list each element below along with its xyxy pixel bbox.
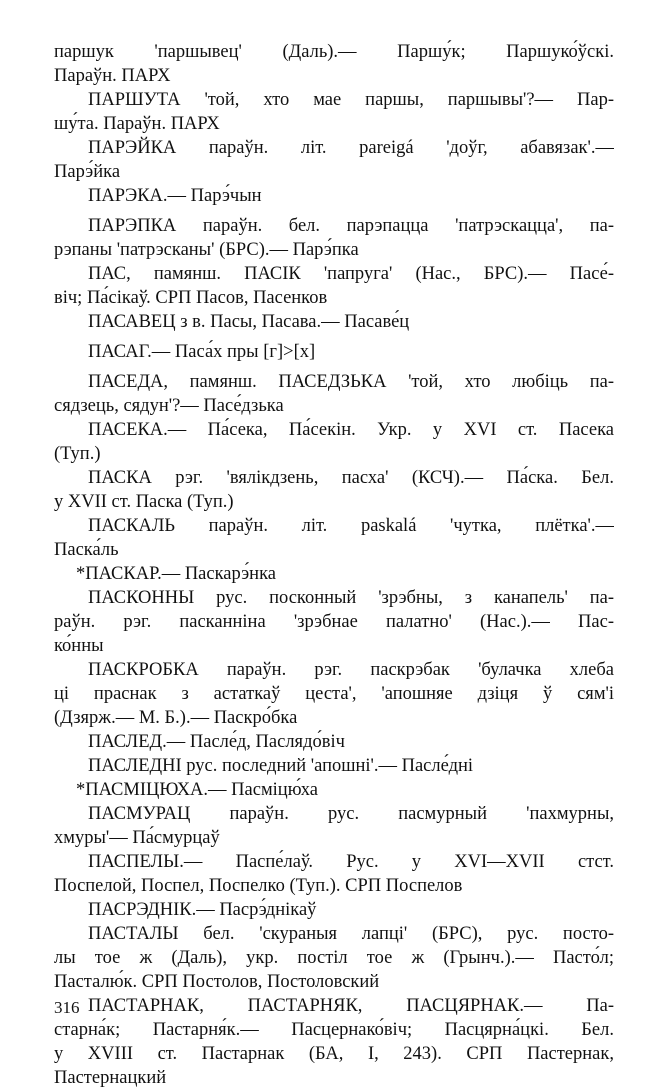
entry-line: ПАСАВЕЦ з в. Пасы, Пасава.— Пасаве́ц	[88, 312, 410, 332]
entry-line: ПАСЕКА.— Па́сека, Па́секін. Укр. у XVI ст. Пасека	[88, 420, 614, 440]
entry-line: Паска́ль	[54, 540, 119, 560]
entry-line: (Туп.)	[54, 444, 101, 464]
entry-line: ці праснак з астаткаў цеста', 'апошняе дзіця ў сям'і	[54, 684, 614, 704]
entry-line: ПАСКА рэг. 'вялікдзень, пасха' (КСЧ).— Па́ска. Бел.	[88, 468, 614, 488]
entry-line: ПАСПЕЛЫ.— Паспе́лаў. Рус. у XVI—XVII стст.	[88, 852, 614, 872]
entry-line: у XVIII ст. Пастарнак (БА, І, 243). СРП Пастернак,	[54, 1044, 614, 1064]
entry-line: Пастернацкий	[54, 1068, 167, 1088]
entry-line: паршук 'паршывец' (Даль).— Паршу́к; Паршуко́ўскі.	[54, 42, 614, 62]
entry-line: старна́к; Пастарня́к.— Пасцернако́віч; Пасцярна́цкі. Бел.	[54, 1020, 614, 1040]
entry-line: хмуры'— Па́смурцаў	[54, 828, 220, 848]
entry-line: ПАРЭПКА параўн. бел. парэпацца 'патрэскацца', па-	[88, 216, 614, 236]
entry-line: ко́нны	[54, 636, 104, 656]
entry-line: ПАСТАЛЫ бел. 'скураныя лапці' (БРС), рус. посто-	[88, 924, 614, 944]
entry-line: ПАРЭЙКА параўн. літ. pareigá 'доўг, абавязак'.—	[88, 138, 614, 158]
entry-line: віч; Па́сікаў. СРП Пасов, Пасенков	[54, 288, 328, 308]
dictionary-entries	[54, 40, 614, 1090]
entry-line: ПАС, памянш. ПАСІК 'папруга' (Нас., БРС).— Пасе́-	[88, 264, 614, 284]
entry-line: шу́та. Параўн. ПАРХ	[54, 114, 220, 134]
entry-line: ПАСТАРНАК, ПАСТАРНЯК, ПАСЦЯРНАК.— Па-	[88, 996, 614, 1016]
entry-line: *ПАСМІЦЮХА.— Пасміцю́ха	[76, 780, 319, 800]
entry-line: Пасталю́к. СРП Постолов, Постоловский	[54, 972, 380, 992]
entry-line: ПАРШУТА 'той, хто мае паршы, паршывы'?— Пар-	[88, 90, 614, 110]
entry-line: ПАРЭКА.— Парэ́чын	[88, 186, 262, 206]
entry-line: рэпаны 'патрэсканы' (БРС).— Парэ́пка	[54, 240, 359, 260]
entry-line: ПАСКАЛЬ параўн. літ. paskalá 'чутка, плётка'.—	[88, 516, 614, 536]
entry-line: Поспелой, Поспел, Поспелко (Туп.). СРП Поспелов	[54, 876, 463, 896]
entry-line: раўн. рэг. пасканніна 'зрэбнае палатно' (Нас.).— Пас-	[54, 612, 614, 632]
entry-line: ПАСЛЕДНІ рус. последний 'апошні'.— Пасле́дні	[88, 756, 474, 776]
entry-line: *ПАСКАР.— Паскарэ́нка	[76, 564, 276, 584]
entry-line: ПАСАГ.— Паса́х пры [г]>[х]	[88, 342, 316, 362]
entry-line: ПАСКРОБКА параўн. рэг. паскрэбак 'булачка хлеба	[88, 660, 614, 680]
entry-line: ПАСЕДА, памянш. ПАСЕДЗЬКА 'той, хто любіць па-	[88, 372, 614, 392]
entry-line: Параўн. ПАРХ	[54, 66, 171, 86]
entry-line: Парэ́йка	[54, 162, 121, 182]
entry-line: ПАСКОННЫ рус. посконный 'зрэбны, з канапель' па-	[88, 588, 614, 608]
page-number: 316	[54, 998, 80, 1017]
entry-line: (Дзярж.— М. Б.).— Паскро́бка	[54, 708, 298, 728]
entry-line: ПАСМУРАЦ параўн. рус. пасмурный 'пахмурны,	[88, 804, 614, 824]
entry-line: лы тое ж (Даль), укр. постіл тое ж (Грынч.).— Пасто́л;	[54, 948, 614, 968]
entry-line: у XVII ст. Паска (Туп.)	[54, 492, 234, 512]
entry-line: сядзець, сядун'?— Пасе́дзька	[54, 396, 284, 416]
entry-line: ПАСЛЕД.— Пасле́д, Паслядо́віч	[88, 732, 345, 752]
entry-line: ПАСРЭДНІК.— Пасрэ́днікаў	[88, 900, 317, 920]
